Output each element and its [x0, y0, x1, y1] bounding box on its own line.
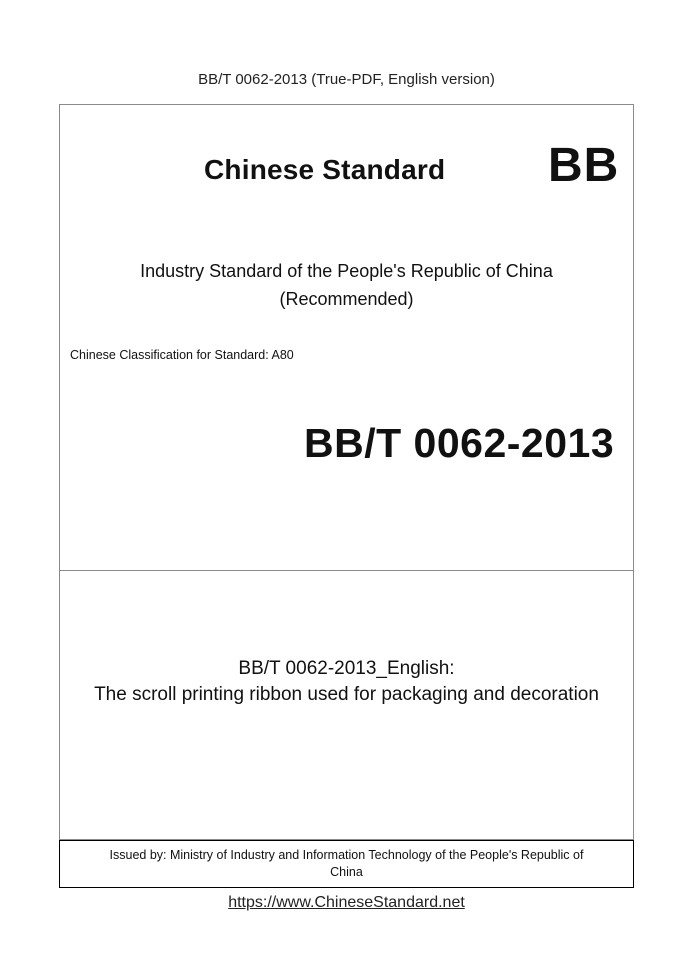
industry-line-1: Industry Standard of the People's Republic of China [140, 261, 553, 281]
issuer-box [59, 840, 634, 888]
website-link[interactable]: https://www.ChineseStandard.net [228, 894, 465, 911]
document-title: Chinese Standard [204, 154, 446, 185]
issuer-line-2: China [330, 865, 363, 879]
english-title [59, 656, 634, 708]
industry-standard-label [59, 257, 634, 313]
classification-label: Chinese Classification for Standard: A80 [70, 348, 294, 362]
footer [0, 894, 693, 912]
issuer-line-1: Issued by: Ministry of Industry and Information Technology of the People's Republic of [109, 848, 584, 862]
industry-line-2: (Recommended) [279, 289, 414, 309]
standard-code: BB [548, 139, 620, 192]
standard-number: BB/T 0062-2013 [304, 420, 615, 466]
english-title-line-1: BB/T 0062-2013_English: [238, 658, 455, 679]
running-header: BB/T 0062-2013 (True-PDF, English version) [198, 71, 495, 88]
english-title-line-2: The scroll printing ribbon used for packaging and decoration [94, 684, 599, 705]
